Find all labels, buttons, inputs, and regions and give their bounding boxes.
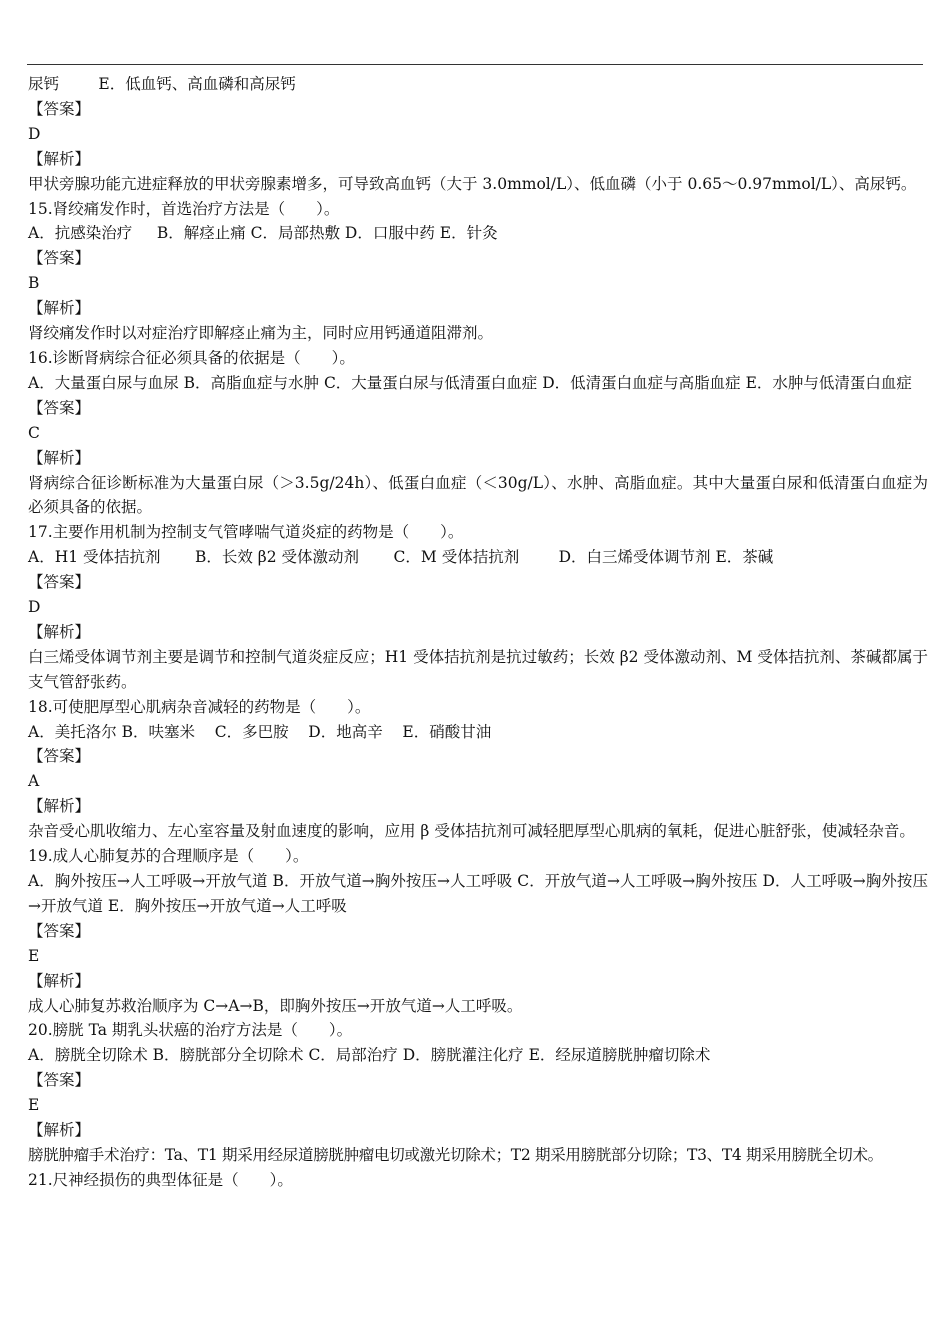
answer-heading: 【答案】 bbox=[28, 921, 91, 940]
answer-value: B bbox=[28, 274, 40, 293]
question-19: 19.成人心肺复苏的合理顺序是（ ）。 bbox=[28, 847, 309, 866]
analysis-text: 肾病综合征诊断标准为大量蛋白尿（＞3.5g/24h）、低蛋白血症（＜30g/L）、水肿、高脂血症。其中大量蛋白尿和低清蛋白血症为必须具备的依据。 bbox=[28, 473, 928, 517]
analysis-text: 甲状旁腺功能亢进症释放的甲状旁腺素增多，可导致高血钙（大于 3.0mmol/L）、低血磷（小于 0.65～0.97mmol/L）、高尿钙。 bbox=[28, 174, 917, 193]
answer-value: E bbox=[28, 946, 40, 965]
question-16: 16.诊断肾病综合征必须具备的依据是（ ）。 bbox=[28, 348, 355, 367]
options-18: A．美托洛尔 B．呋塞米 C．多巴胺 D．地高辛 E．硝酸甘油 bbox=[28, 722, 492, 741]
analysis-text: 肾绞痛发作时以对症治疗即解痉止痛为主，同时应用钙通道阻滞剂。 bbox=[28, 324, 494, 343]
analysis-heading: 【解析】 bbox=[28, 299, 91, 318]
question-15: 15.肾绞痛发作时，首选治疗方法是（ ）。 bbox=[28, 199, 340, 218]
answer-heading: 【答案】 bbox=[28, 1071, 91, 1090]
answer-heading: 【答案】 bbox=[28, 573, 91, 592]
answer-value: D bbox=[28, 598, 41, 617]
options-16: A．大量蛋白尿与血尿 B．高脂血症与水肿 C．大量蛋白尿与低清蛋白血症 D．低清蛋白血症与高脂血症 E．水肿与低清蛋白血症 bbox=[28, 373, 912, 392]
analysis-heading: 【解析】 bbox=[28, 1121, 91, 1140]
answer-value: D bbox=[28, 124, 41, 143]
analysis-heading: 【解析】 bbox=[28, 971, 91, 990]
question-18: 18.可使肥厚型心肌病杂音减轻的药物是（ ）。 bbox=[28, 697, 371, 716]
question-17: 17.主要作用机制为控制支气管哮喘气道炎症的药物是（ ）。 bbox=[28, 523, 464, 542]
text-line: 尿钙 E．低血钙、高血磷和高尿钙 bbox=[28, 75, 296, 93]
analysis-text: 杂音受心肌收缩力、左心室容量及射血速度的影响，应用 β 受体拮抗剂可减轻肥厚型心肌病的氧耗，促进心脏舒张，使减轻杂音。 bbox=[28, 822, 915, 841]
question-21: 21.尺神经损伤的典型体征是（ ）。 bbox=[28, 1170, 293, 1189]
answer-heading: 【答案】 bbox=[28, 747, 91, 766]
answer-value: A bbox=[28, 772, 40, 791]
options-17: A．H1 受体拮抗剂 B．长效 β2 受体激动剂 C．M 受体拮抗剂 D．白三烯受体调节剂 E．茶碱 bbox=[28, 548, 774, 567]
options-19: A．胸外按压→人工呼吸→开放气道 B．开放气道→胸外按压→人工呼吸 C．开放气道→人工呼吸→胸外按压 D．人工呼吸→胸外按压→开放气道 E．胸外按压→开放气道→人工呼吸 bbox=[28, 872, 928, 915]
answer-heading: 【答案】 bbox=[28, 99, 91, 118]
header-rule bbox=[27, 64, 923, 65]
document-body bbox=[28, 72, 928, 1193]
analysis-heading: 【解析】 bbox=[28, 622, 91, 641]
answer-value: E bbox=[28, 1096, 40, 1115]
analysis-heading: 【解析】 bbox=[28, 149, 91, 168]
options-20: A．膀胱全切除术 B．膀胱部分全切除术 C．局部治疗 D．膀胱灌注化疗 E．经尿道膀胱肿瘤切除术 bbox=[28, 1046, 711, 1065]
answer-value: C bbox=[28, 423, 40, 442]
analysis-heading: 【解析】 bbox=[28, 448, 91, 467]
analysis-text: 白三烯受体调节剂主要是调节和控制气道炎症反应；H1 受体拮抗剂是抗过敏药；长效 β2 受体激动剂、M 受体拮抗剂、茶碱都属于支气管舒张药。 bbox=[28, 647, 928, 691]
analysis-text: 膀胱肿瘤手术治疗：Ta、T1 期采用经尿道膀胱肿瘤电切或激光切除术；T2 期采用膀胱部分切除；T3、T4 期采用膀胱全切术。 bbox=[28, 1145, 883, 1164]
analysis-heading: 【解析】 bbox=[28, 797, 91, 816]
analysis-text: 成人心肺复苏救治顺序为 C→A→B，即胸外按压→开放气道→人工呼吸。 bbox=[28, 996, 523, 1015]
answer-heading: 【答案】 bbox=[28, 398, 91, 417]
question-20: 20.膀胱 Ta 期乳头状癌的治疗方法是（ ）。 bbox=[28, 1021, 353, 1040]
options-15: A．抗感染治疗 B．解痉止痛 C．局部热敷 D．口服中药 E．针灸 bbox=[28, 224, 498, 243]
answer-heading: 【答案】 bbox=[28, 249, 91, 268]
